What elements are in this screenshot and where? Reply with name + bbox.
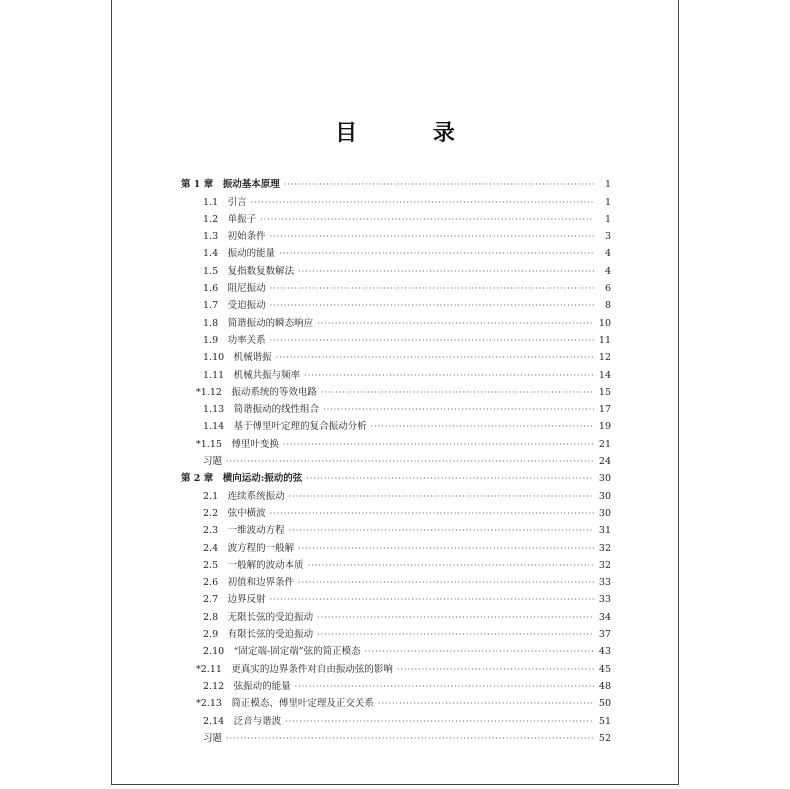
dot-leader	[284, 179, 594, 191]
toc-page-number: 10	[598, 317, 611, 329]
toc-entry-label: *2.11 更真实的边界条件对自由振动弦的影响	[196, 663, 393, 675]
toc-section-row	[181, 364, 611, 381]
toc-page-number: 32	[598, 559, 611, 571]
toc-entry-label: 习题	[203, 456, 223, 468]
toc-entry-label: *1.12 振动系统的等效电路	[196, 386, 317, 398]
toc-section-row	[181, 676, 611, 693]
dot-leader	[270, 283, 594, 295]
toc-entry-label: 1.11 机械共振与频率	[203, 369, 301, 381]
toc-page-number: 24	[598, 456, 611, 468]
toc-entry-label: 2.6 初值和边界条件	[203, 577, 295, 589]
toc-page-number: 32	[598, 542, 611, 554]
toc-entry-label: 第 2 章 横向运动:振动的弦	[181, 473, 303, 485]
dot-leader	[226, 733, 594, 745]
toc-optional-section-row	[181, 382, 611, 399]
dot-leader	[285, 716, 594, 728]
toc-section-row	[181, 589, 611, 606]
toc-entry-label: 2.5 一般解的波动本质	[203, 559, 304, 571]
toc-entry-label: 2.2 弦中横波	[203, 507, 266, 519]
dot-leader	[289, 491, 594, 503]
toc-page-number: 1	[604, 196, 611, 208]
toc-page-number: 51	[598, 715, 611, 727]
toc-page-number: 17	[598, 404, 611, 416]
toc-page-number: 52	[598, 732, 611, 744]
toc-page-number: 50	[598, 698, 611, 710]
toc-section-row	[181, 485, 611, 502]
toc-page-number: 30	[598, 507, 611, 519]
toc-section-row	[181, 243, 611, 260]
toc-page-number: 14	[598, 369, 611, 381]
toc-chapter-row	[181, 174, 611, 191]
toc-page-number: 6	[604, 283, 611, 295]
toc-section-row	[181, 572, 611, 589]
dot-leader	[270, 300, 594, 312]
dot-leader	[295, 681, 594, 693]
toc-entry-label: 第 1 章 振动基本原理	[181, 179, 280, 191]
dot-leader	[279, 248, 594, 260]
dot-leader	[270, 231, 594, 243]
dot-leader	[321, 387, 594, 399]
dot-leader	[260, 214, 594, 226]
toc-section-row	[181, 537, 611, 554]
toc-page-number: 37	[598, 629, 611, 641]
toc-entry-label: 1.13 简谐振动的线性组合	[203, 404, 320, 416]
dot-leader	[298, 266, 594, 278]
toc-page-number: 15	[598, 386, 611, 398]
toc-section-row	[181, 624, 611, 641]
table-of-contents	[181, 174, 611, 745]
toc-page-number: 21	[598, 438, 611, 450]
toc-page-number: 19	[598, 421, 611, 433]
dot-leader	[317, 318, 594, 330]
toc-entry-label: 2.7 边界反射	[203, 594, 266, 606]
toc-section-row	[181, 520, 611, 537]
toc-optional-section-row	[181, 693, 611, 710]
dot-leader	[270, 508, 594, 520]
toc-optional-section-row	[181, 658, 611, 675]
toc-exercises-row	[181, 728, 611, 745]
dot-leader	[308, 560, 594, 572]
toc-entry-label: 习题	[203, 732, 223, 744]
toc-section-row	[181, 312, 611, 329]
toc-entry-label: 1.10 机械谐振	[203, 352, 272, 364]
toc-page-number: 45	[598, 663, 611, 675]
toc-section-row	[181, 209, 611, 226]
dot-leader	[298, 543, 594, 555]
toc-entry-label: 2.8 无限长弦的受迫振动	[203, 611, 314, 623]
page-title: 目 录	[335, 120, 489, 146]
dot-leader	[323, 404, 594, 416]
toc-entry-label: *2.13 简正模态、傅里叶定理及正交关系	[196, 698, 374, 710]
toc-page-number: 30	[598, 490, 611, 502]
dot-leader	[365, 646, 594, 658]
toc-optional-section-row	[181, 433, 611, 450]
toc-section-row	[181, 606, 611, 623]
toc-chapter-row	[181, 468, 611, 485]
toc-page-number: 11	[598, 334, 611, 346]
toc-section-row	[181, 503, 611, 520]
toc-entry-label: *1.15 傅里叶变换	[196, 438, 279, 450]
dot-leader	[317, 612, 594, 624]
toc-page-number: 1	[604, 213, 611, 225]
dot-leader	[306, 473, 594, 485]
toc-page-number: 4	[604, 248, 611, 260]
toc-entry-label: 2.1 连续系统振动	[203, 490, 285, 502]
dot-leader	[283, 439, 594, 451]
toc-entry-label: 1.1 引言	[203, 196, 247, 208]
book-page	[111, 0, 679, 785]
dot-leader	[276, 352, 594, 364]
toc-page-number: 8	[604, 300, 611, 312]
toc-section-row	[181, 399, 611, 416]
toc-entry-label: 1.8 简谐振动的瞬态响应	[203, 317, 314, 329]
dot-leader	[371, 421, 594, 433]
toc-section-row	[181, 191, 611, 208]
toc-entry-label: 1.5 复指数复数解法	[203, 265, 295, 277]
dot-leader	[298, 577, 594, 589]
toc-page-number: 43	[598, 646, 611, 658]
toc-section-row	[181, 295, 611, 312]
toc-entry-label: 1.3 初始条件	[203, 231, 266, 243]
dot-leader	[270, 335, 594, 347]
toc-section-row	[181, 347, 611, 364]
dot-leader	[289, 525, 594, 537]
toc-entry-label: 2.10 “固定端-固定端”弦的简正模态	[203, 646, 361, 658]
dot-leader	[304, 370, 594, 382]
toc-entry-label: 2.4 波方程的一般解	[203, 542, 295, 554]
toc-page-number: 1	[604, 179, 611, 191]
toc-section-row	[181, 330, 611, 347]
toc-entry-label: 1.2 单振子	[203, 213, 257, 225]
toc-exercises-row	[181, 451, 611, 468]
toc-section-row	[181, 226, 611, 243]
toc-entry-label: 1.9 功率关系	[203, 334, 266, 346]
toc-page-number: 12	[598, 352, 611, 364]
toc-entry-label: 1.4 振动的能量	[203, 248, 276, 260]
toc-page-number: 30	[598, 473, 611, 485]
toc-entry-label: 1.6 阻尼振动	[203, 283, 266, 295]
toc-entry-label: 2.12 弦振动的能量	[203, 680, 291, 692]
toc-entry-label: 2.9 有限长弦的受迫振动	[203, 629, 314, 641]
toc-page-number: 48	[598, 680, 611, 692]
dot-leader	[317, 629, 594, 641]
dot-leader	[378, 698, 594, 710]
toc-entry-label: 2.14 泛音与谐波	[203, 715, 282, 727]
toc-page-number: 33	[598, 594, 611, 606]
toc-page-number: 4	[604, 265, 611, 277]
toc-page-number: 3	[604, 231, 611, 243]
toc-entry-label: 1.14 基于傅里叶定理的复合振动分析	[203, 421, 367, 433]
dot-leader	[397, 664, 594, 676]
toc-section-row	[181, 260, 611, 277]
toc-section-row	[181, 641, 611, 658]
toc-section-row	[181, 710, 611, 727]
dot-leader	[226, 456, 594, 468]
dot-leader	[251, 197, 594, 209]
toc-section-row	[181, 416, 611, 433]
toc-page-number: 33	[598, 577, 611, 589]
toc-section-row	[181, 278, 611, 295]
toc-page-number: 31	[598, 525, 611, 537]
toc-page-number: 34	[598, 611, 611, 623]
dot-leader	[270, 594, 594, 606]
toc-section-row	[181, 555, 611, 572]
toc-entry-label: 1.7 受迫振动	[203, 300, 266, 312]
toc-entry-label: 2.3 一维波动方程	[203, 525, 285, 537]
